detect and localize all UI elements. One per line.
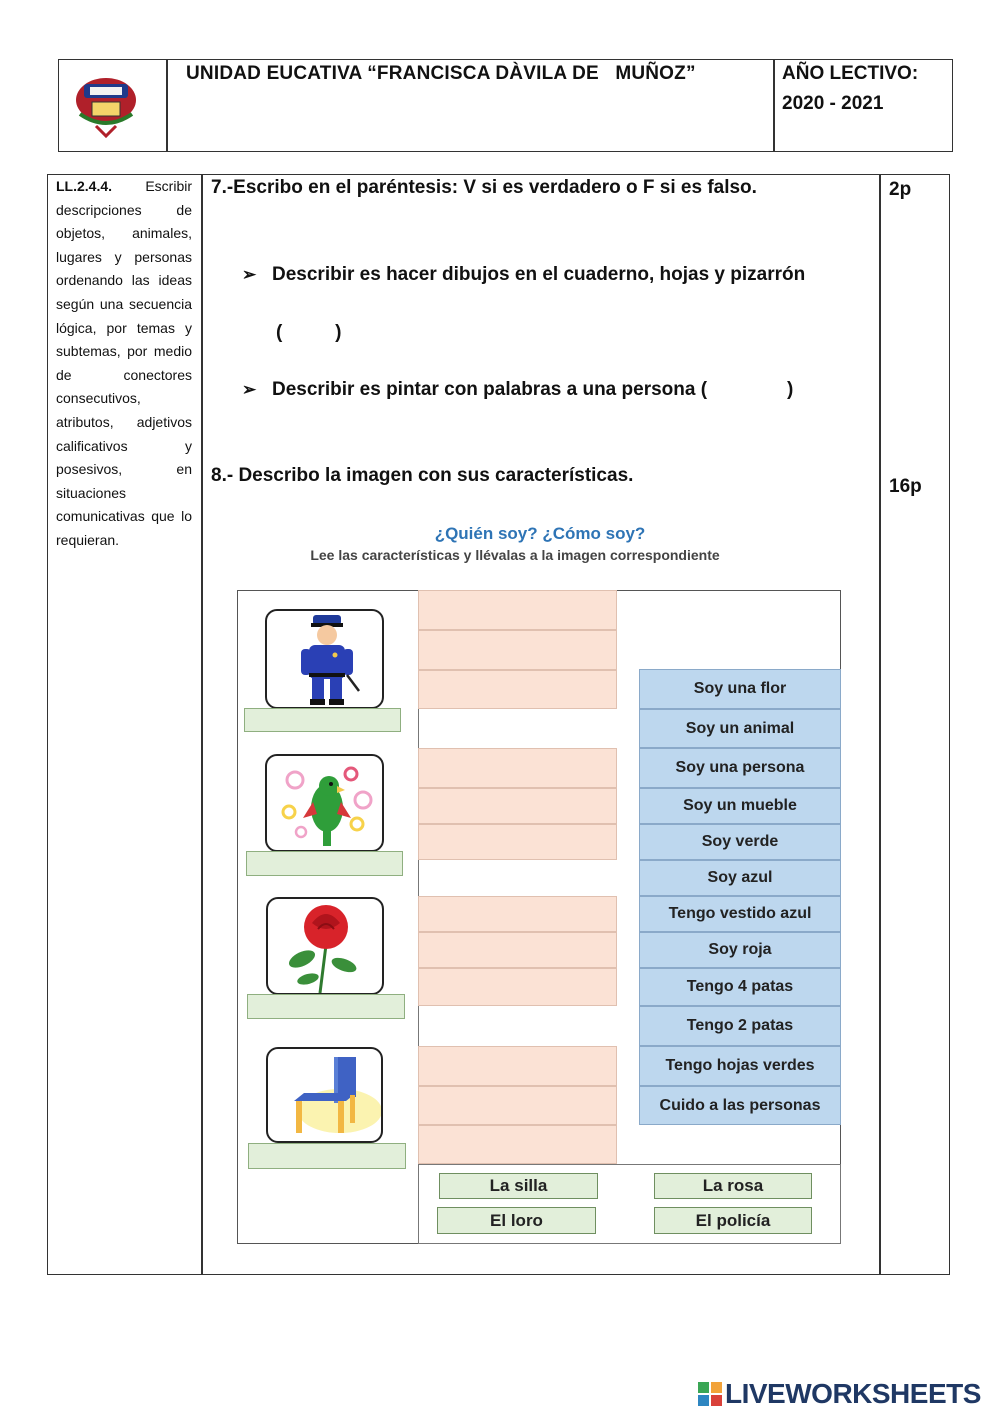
police-officer-icon xyxy=(267,611,384,709)
statement-1 xyxy=(242,264,805,286)
arrow-bullet-icon: ➢ xyxy=(242,380,257,399)
characteristic-chip[interactable]: Soy roja xyxy=(639,932,841,968)
liveworksheets-icon xyxy=(697,1381,723,1407)
skill-text: Escribir descripciones de objetos, animales, lugares y personas ordenando las ideas según una secuencia lógica, por temas y subtemas, por medio de conectores consecutivos, atributos, adjetivos calificativos y posesivos, en situaciones comunicativas que lo requieran. xyxy=(56,178,192,548)
skill-description xyxy=(56,175,192,553)
activity-subtitle: Lee las características y llévalas a la imagen correspondiente xyxy=(310,547,720,563)
characteristic-drop-slot[interactable] xyxy=(418,1125,617,1164)
characteristic-chip[interactable]: Tengo hojas verdes xyxy=(639,1046,841,1086)
name-chip-la-silla[interactable]: La silla xyxy=(439,1173,598,1199)
characteristic-drop-slot[interactable] xyxy=(418,968,617,1006)
liveworksheets-wordmark: LIVEWORKSHEETS xyxy=(725,1378,981,1409)
statement-2-answer-close[interactable]: ) xyxy=(787,379,794,400)
characteristic-chip[interactable]: Soy azul xyxy=(639,860,841,896)
name-drop-slot[interactable] xyxy=(247,994,405,1019)
parrot-icon xyxy=(267,756,384,852)
school-year-value: 2020 - 2021 xyxy=(782,93,884,114)
chair-icon xyxy=(268,1049,383,1143)
question-8-title: 8.- Describo la imagen con sus características. xyxy=(211,465,634,486)
school-name: UNIDAD EUCATIVA “FRANCISCA DÀVILA DE MUÑOZ” xyxy=(186,63,696,84)
characteristic-drop-slot[interactable] xyxy=(418,1086,617,1125)
name-chip-el-policia[interactable]: El policía xyxy=(654,1207,812,1234)
characteristic-drop-slot[interactable] xyxy=(418,748,617,788)
characteristic-chip[interactable]: Soy un mueble xyxy=(639,788,841,824)
question-7-points: 2p xyxy=(889,179,912,200)
school-year-label: AÑO LECTIVO: xyxy=(782,63,919,84)
question-7-title: 7.-Escribo en el paréntesis: V si es verdadero o F si es falso. xyxy=(211,177,757,198)
name-drop-slot[interactable] xyxy=(246,851,403,876)
arrow-bullet-icon: ➢ xyxy=(242,265,257,284)
skill-code: LL.2.4.4. xyxy=(56,178,113,194)
name-chip-el-loro[interactable]: El loro xyxy=(437,1207,596,1234)
header-divider xyxy=(773,59,775,152)
characteristic-chip[interactable]: Soy una persona xyxy=(639,748,841,788)
name-chip-la-rosa[interactable]: La rosa xyxy=(654,1173,812,1199)
statement-2-text: Describir es pintar con palabras a una persona ( xyxy=(272,379,708,400)
rose-icon xyxy=(268,899,384,995)
school-logo xyxy=(70,70,142,138)
characteristic-chip[interactable]: Soy verde xyxy=(639,824,841,860)
parrot-picture xyxy=(265,754,384,852)
statement-1-text: Describir es hacer dibujos en el cuaderno, hojas y pizarrón xyxy=(272,264,806,285)
characteristic-chip[interactable]: Cuido a las personas xyxy=(639,1086,841,1125)
characteristic-drop-slot[interactable] xyxy=(418,896,617,932)
police-picture xyxy=(265,609,384,709)
characteristic-drop-slot[interactable] xyxy=(418,670,617,709)
table-divider xyxy=(879,174,881,1275)
activity-title: ¿Quién soy? ¿Cómo soy? xyxy=(434,524,646,543)
characteristic-chip[interactable]: Tengo 2 patas xyxy=(639,1006,841,1046)
characteristic-chip[interactable]: Tengo vestido azul xyxy=(639,896,841,932)
rose-picture xyxy=(266,897,384,995)
header-divider xyxy=(166,59,168,152)
name-drop-slot[interactable] xyxy=(244,708,401,732)
name-drop-slot[interactable] xyxy=(248,1143,406,1169)
characteristic-drop-slot[interactable] xyxy=(418,788,617,824)
characteristic-drop-slot[interactable] xyxy=(418,1046,617,1086)
characteristic-chip[interactable]: Soy una flor xyxy=(639,669,841,709)
characteristic-chip[interactable]: Soy un animal xyxy=(639,709,841,748)
characteristic-drop-slot[interactable] xyxy=(418,590,617,630)
question-8-points: 16p xyxy=(889,476,922,497)
liveworksheets-logo xyxy=(697,1378,997,1410)
characteristic-drop-slot[interactable] xyxy=(418,824,617,860)
chair-picture xyxy=(266,1047,383,1143)
statement-2 xyxy=(242,379,707,401)
characteristic-drop-slot[interactable] xyxy=(418,932,617,968)
table-divider xyxy=(201,174,203,1275)
characteristic-chip[interactable]: Tengo 4 patas xyxy=(639,968,841,1006)
statement-1-answer-parentheses[interactable]: ( ) xyxy=(276,322,342,343)
characteristic-drop-slot[interactable] xyxy=(418,630,617,670)
